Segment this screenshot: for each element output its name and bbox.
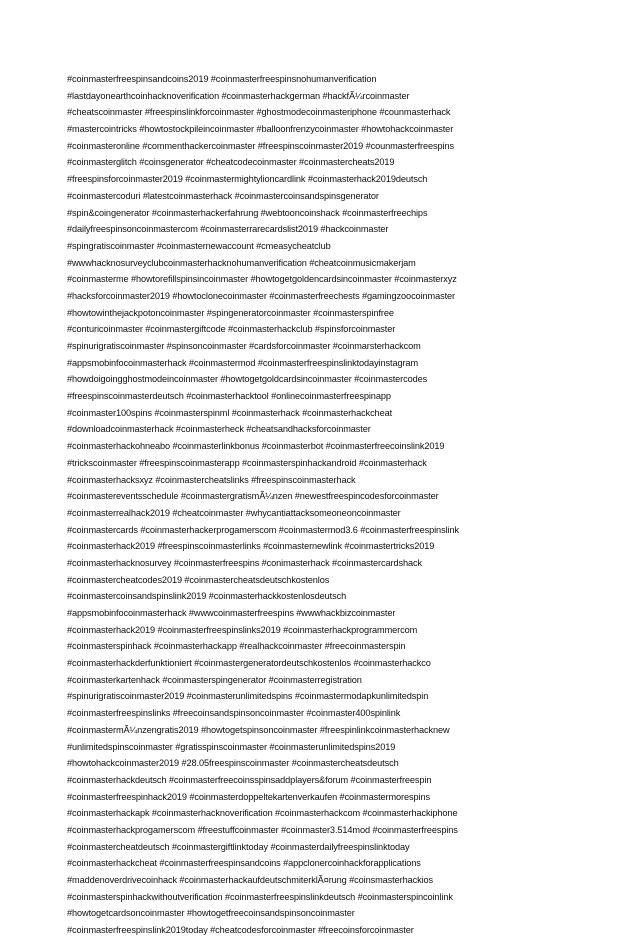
text-line: #freespinsforcoinmaster2019 #coinmastermightylioncardlink #coinmasterhack2019deutsch <box>67 174 428 185</box>
text-line: #freespinscoinmasterdeutsch #coinmasterhacktool #onlinecoinmasterfreespinapp <box>67 391 391 402</box>
text-line: #coinmasterhacknosurvey #coinmasterfreespins #conimasterhack #coinmastercardshack <box>67 557 422 568</box>
text-line: #coinmasterhackcheat #coinmasterfreespinsandcoins #appclonercoinhackforapplications <box>67 858 421 869</box>
text-line: #spingratiscoinmaster #coinmasternewaccount #cmeasycheatclub <box>67 240 331 251</box>
text-line: #downloadcoinmasterhack #coinmasterheck #cheatsandhacksforcoinmaster <box>67 424 371 435</box>
text-line: #coinmasterspinhack #coinmasterhackapp #realhackcoinmaster #freecoinmasterspin <box>67 641 406 652</box>
text-line: #howdoigoingghostmodeincoinmaster #howtogetgoldcardsincoinmaster #coinmastercodes <box>67 374 428 385</box>
text-line: #coinmasterhack2019 #freespinscoinmasterlinks #coinmasternewlink #coinmastertricks2019 <box>67 541 435 552</box>
text-line: #mastercointricks #howtostockpileincoinmaster #balloonfrenzycoinmaster #howtohackcoinmaster <box>67 124 454 135</box>
text-line: #conturicoinmaster #coinmastergiftcode #coinmasterhackclub #spinsforcoinmaster <box>67 324 396 335</box>
text-line: #coinmastercoduri #latestcoinmasterhack #coinmastercoinsandspinsgenerator <box>67 190 379 201</box>
text-line: #wwwhacknosurveyclubcoinmasterhacknohumanverification #cheatcoinmusicmakerjam <box>67 257 416 268</box>
text-line: #coinmaster100spins #coinmasterspinml #coinmasterhack #coinmasterhackcheat <box>67 407 393 418</box>
text-line: #coinmasterrealhack2019 #cheatcoinmaster #whycantiattacksomeoneoncoinmaster <box>67 507 401 518</box>
text-line: #coinmasterfreespinhack2019 #coinmasterdoppeltekartenverkaufen #coinmastermorespins <box>67 791 430 802</box>
text-line: #coinmasterkartenhack #coinmasterspingenerator #coinmasterregistration <box>67 674 362 685</box>
hashtag-text-block <box>67 71 567 939</box>
text-line: #howtogetcardsoncoinmaster #howtogetfreecoinsandspinsoncoinmaster <box>67 908 355 919</box>
text-line: #coinmastercards #coinmasterhackerprogamerscom #coinmastermod3.6 #coinmasterfreespinslink <box>67 524 459 535</box>
text-line: #coinmasterhacksxyz #coinmastercheatslinks #freespinscoinmasterhack <box>67 474 356 485</box>
text-line: #maddenoverdrivecoinhack #coinmasterhackaufdeutschmiterklÃ¤rung #coinsmasterhackios <box>67 875 434 885</box>
text-line: #hacksforcoinmaster2019 #howtoclonecoinmaster #coinmasterfreechests #gamingzoocoinmaster <box>67 290 455 301</box>
text-line: #coinmasterglitch #coinsgenerator #cheatcodecoinmaster #coinmastercheats2019 <box>67 157 395 168</box>
text-line: #coinmasterme #howtorefillspinsincoinmaster #howtogetgoldencardsincoinmaster #coinmasterxyz <box>67 274 457 285</box>
text-line: #appsmobinfocoinmasterhack #wwwcoinmasterfreespins #wwwhackbizcoinmaster <box>67 608 396 618</box>
text-line: #coinmasterhack2019 #coinmasterfreespinslinks2019 #coinmasterhackprogrammercom <box>67 624 418 635</box>
text-line: #coinmasterspinhackwithoutverification #coinmasterfreespinslinkdeutsch #coinmasterspincoinlink <box>67 891 453 902</box>
text-line: #coinmastercheatcodes2019 #coinmastercheatsdeutschkostenlos <box>67 574 330 585</box>
text-line: #coinmasterhackohneabo #coinmasterlinkbonus #coinmasterbot #coinmasterfreecoinslink2019 <box>67 441 445 452</box>
text-line: #coinmastermÃ¼nzengratis2019 #howtogetspinsoncoinmaster #freespinlinkcoinmasterhacknew <box>67 724 450 735</box>
text-line: #coinmasterfreespinslink2019today #cheatcodesforcoinmaster #freecoinsforcoinmaster <box>67 925 414 936</box>
text-line: #cheatscoinmaster #freespinslinkforcoinmaster #ghostmodecoinmasteriphone #counmasterhack <box>67 107 451 118</box>
text-line: #howtowinthejackpotoncoinmaster #spingeneratorcoinmaster #coinmasterspinfree <box>67 307 394 318</box>
text-line: #coinmasterhackderfunktioniert #coinmastergeneratordeutschkostenlos #coinmasterhackco <box>67 658 431 669</box>
text-line: #coinmasteronline #commenthackercoinmaster #freespinscoinmaster2019 #counmasterfreespins <box>67 140 454 151</box>
text-line: #spinurigratiscoinmaster #spinsoncoinmaster #cardsforcoinmaster #coinmarsterhackcom <box>67 341 421 351</box>
text-line: #spinurigratiscoinmaster2019 #coinmasterunlimitedspins #coinmastermodapkunlimitedspin <box>67 691 429 702</box>
text-line: #coinmasterfreespinsandcoins2019 #coinmasterfreespinsnohumanverification <box>67 74 377 84</box>
text-line: #appsmobinfocoinmasterhack #coinmastermod #coinmasterfreespinslinktodayinstagram <box>67 357 418 368</box>
text-line: #coinmasterhackdeutsch #coinmasterfreecoinsspinsaddplayers&forum #coinmasterfreespin <box>67 774 432 785</box>
text-line: #coinmastereventsschedule #coinmastergratismÃ¼nzen #newestfreespincodesforcoinmaster <box>67 491 439 502</box>
text-line: #howtohackcoinmaster2019 #28.05freespinscoinmaster #coinmastercheatsdeutsch <box>67 758 399 769</box>
text-line: #coinmasterfreespinslinks #freecoinsandspinsoncoinmaster #coinmaster400spinlink <box>67 708 401 719</box>
text-line: #spin&coingenerator #coinmasterhackerfahrung #webtooncoinshack #coinmasterfreechips <box>67 207 428 218</box>
text-line: #coinmastercheatdeutsch #coinmastergiftlinktoday #coinmasterdailyfreespinslinktoday <box>67 841 410 852</box>
text-line: #lastdayonearthcoinhacknoverification #coinmasterhackgerman #hackfÃ¼rcoinmaster <box>67 90 410 101</box>
text-line: #unlimitedspinscoinmaster #gratisspinscoinmaster #coinmasterunlimitedspins2019 <box>67 741 396 752</box>
text-line: #coinmasterhackapk #coinmasterhacknoverification #coinmasterhackcom #coinmasterhackiphone <box>67 808 458 819</box>
text-line: #trickscoinmaster #freespinscoinmasterapp #coinmasterspinhackandroid #coinmasterhack <box>67 457 427 468</box>
text-line: #dailyfreespinsoncoinmastercom #coinmasterrarecardslist2019 #hackcoinmaster <box>67 224 389 235</box>
text-line: #coinmastercoinsandspinslink2019 #coinmasterhackkostenlosdeutsch <box>67 591 347 602</box>
text-line: #coinmasterhackprogamerscom #freestuffcoinmaster #coinmaster3.514mod #coinmasterfreespins <box>67 824 458 835</box>
